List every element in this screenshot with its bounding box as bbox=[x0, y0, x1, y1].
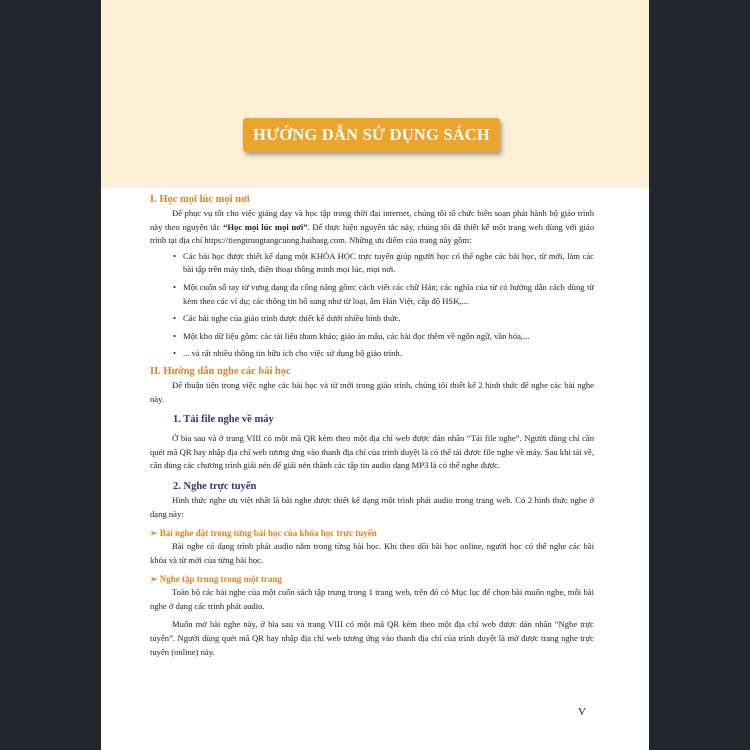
section-heading-2: II. Hướng dẫn nghe các bài học bbox=[150, 365, 291, 377]
section2-intro: Để thuận tiện trong việc nghe các bài học và từ mới trong giáo trình, chúng tôi thiết kế 2 hình thức để nghe các bài nghe này. bbox=[150, 379, 594, 404]
option-heading-single-page: ➢ Nghe tập trung trong một trang bbox=[150, 574, 282, 585]
feature-list bbox=[150, 250, 594, 361]
download-paragraph: Ở bìa sau và ở trang VIII có một mã QR kèm theo một địa chỉ web được dán nhãn “Tải file nghe”. Người dùng chỉ cần quét mã QR hay nhập địa chỉ web tương ứng vào thanh địa chỉ của trình duyệt là có thể tải được file nghe về máy. Sau khi tải về, cần dùng các chương trình giải nén để giải nén thành các tập tin audio dạng MP3 là có thể nghe được. bbox=[150, 433, 594, 471]
book-page bbox=[101, 0, 649, 750]
subsection-heading-download: 1. Tải file nghe về máy bbox=[173, 414, 274, 426]
list-item: • Một cuốn sổ tay từ vựng dạng đa công năng gồm: cách viết các chữ Hán; các nghĩa của từ có hướng dẫn cách dùng từ kèm theo các ví dụ; các thông tin bổ sung như từ loại, âm Hán Việt, cấp độ HSK,... bbox=[173, 281, 594, 308]
lesson-audio-paragraph: Bài nghe có dạng trình phát audio nằm trong từng bài học. Khi theo dõi bài học online, người học có thể nghe các bài khóa và từ mới của từng bài học. bbox=[150, 541, 594, 565]
page-number: V bbox=[578, 706, 586, 718]
option-heading-lesson-audio: ➢ Bài nghe đặt trong từng bài học của khóa học trực tuyến bbox=[150, 528, 377, 539]
single-page-paragraph-2: Muốn mở bài nghe này, ở bìa sau và trang VIII có một mã QR kèm theo một địa chỉ web được dán nhãn “Nghe trực tuyến”. Người dùng quét mã QR hay nhập địa chỉ web tương ứng vào thanh địa chỉ của trình duyệt là mở được trang nghe trực tuyến (online) này. bbox=[150, 619, 594, 657]
single-page-paragraph-1: Toàn bộ các bài nghe của một cuốn sách tập trung trong 1 trang web, trên đó có Mục lục để chọn bài muốn nghe, mỗi bài nghe ở dạng các trình phát audio. bbox=[150, 587, 594, 611]
list-item: • Một kho dữ liệu gồm: các tài liệu tham khảo; giáo án mẫu, các bài đọc thêm về ngôn ngữ, văn hóa,... bbox=[173, 330, 594, 344]
list-item: • Các bài nghe của giáo trình được thiết kế dưới nhiều hình thức. bbox=[173, 312, 594, 326]
emphasis-text: “Học mọi lúc mọi nơi” bbox=[223, 221, 308, 232]
subsection-heading-online: 2. Nghe trực tuyến bbox=[173, 480, 257, 492]
section1-intro: Để phục vụ tốt cho việc giảng dạy và học tập trong thời đại internet, chúng tôi tổ chức biên soạn phát hành bộ giáo trình này theo nguyên tắc “Học mọi lúc mọi nơi”. Để thực hiện nguyên tắc này, chúng tôi đã thiết kế một trang web dùng với giáo trình tại địa chỉ https://tiengtrungtangcuong.haihasg.com. Những ưu điểm của trang này gồm: bbox=[150, 208, 594, 246]
section-heading-1: I. Học mọi lúc mọi nơi bbox=[150, 194, 250, 205]
list-item: • Các bài học được thiết kế dạng một KHÓA HỌC trực tuyến giúp người học có thể nghe các bài học, từ mới, làm các bài tập trên máy tính, điện thoại thông minh mọi lúc, mọi nơi. bbox=[173, 250, 594, 277]
header-band bbox=[101, 0, 649, 188]
page-title: HƯỚNG DẪN SỬ DỤNG SÁCH bbox=[243, 118, 500, 152]
page-content bbox=[150, 193, 594, 659]
online-paragraph: Hình thức nghe ưu việt nhất là bài nghe được thiết kế dạng một trình phát audio trong trang web. Có 2 hình thức nghe ở dạng này: bbox=[150, 494, 594, 519]
list-item: • ... và rất nhiều thông tin hữu ích cho việc sử dụng bộ giáo trình. bbox=[173, 347, 594, 361]
